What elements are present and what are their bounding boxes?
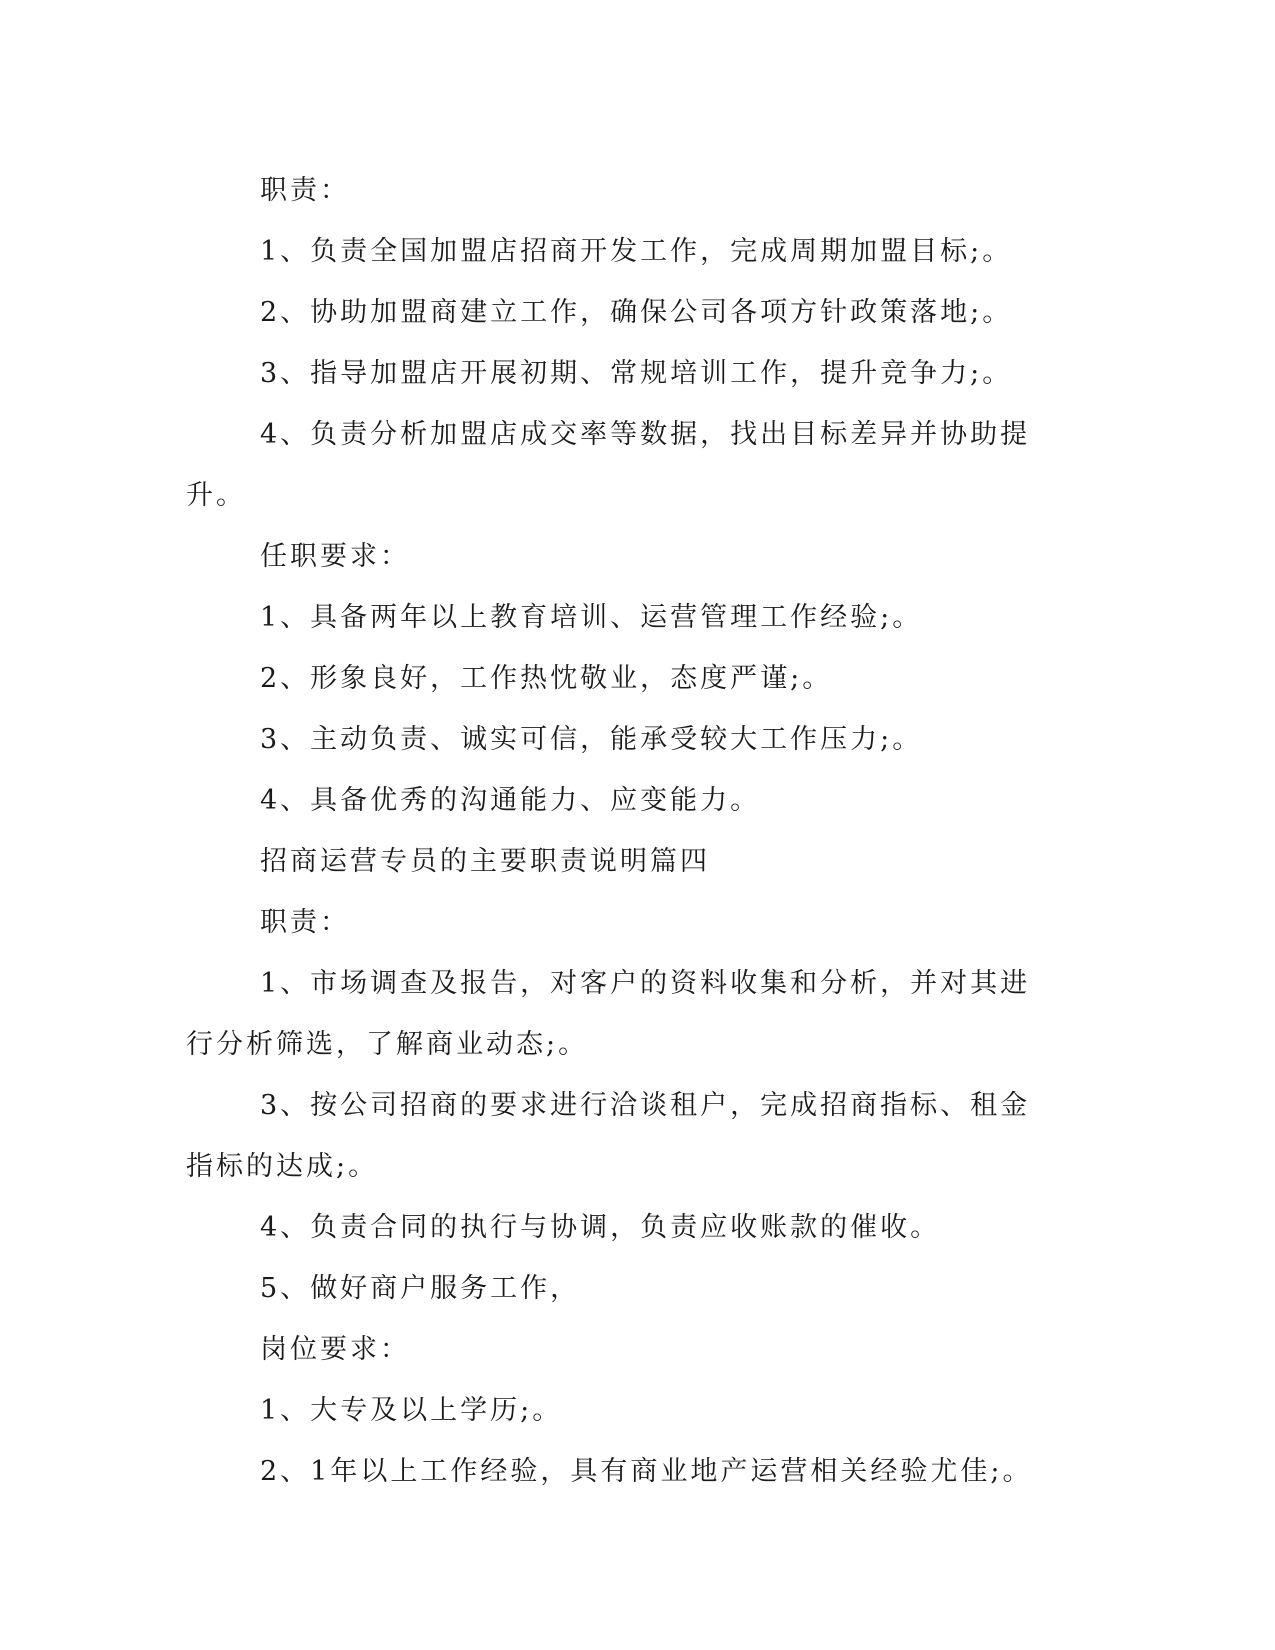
requirement-item-2: 2、形象良好，工作热忱敬业，态度严谨;。 <box>260 663 833 694</box>
requirement-item-3: 3、主动负责、诚实可信，能承受较大工作压力;。 <box>260 724 923 755</box>
duty-item-4: 4、负责分析加盟店成交率等数据，找出目标差异并协助提升。 <box>186 419 1031 511</box>
duty2-item-1: 1、市场调查及报告，对客户的资料收集和分析，并对其进行分析筛选，了解商业动态;。 <box>186 968 1031 1060</box>
duty-item-3: 3、指导加盟店开展初期、常规培训工作，提升竞争力;。 <box>260 358 1013 389</box>
section-heading-requirements: 任职要求： <box>260 541 410 572</box>
article-title-part-four: 招商运营专员的主要职责说明篇四 <box>260 846 710 877</box>
duty-item-1: 1、负责全国加盟店招商开发工作，完成周期加盟目标;。 <box>260 236 1013 267</box>
position-requirement-item-2: 2、1年以上工作经验，具有商业地产运营相关经验尤佳;。 <box>260 1456 1033 1487</box>
duty2-item-5: 5、做好商户服务工作， <box>260 1273 581 1304</box>
duty2-item-3: 3、按公司招商的要求进行洽谈租户，完成招商指标、租金指标的达成;。 <box>186 1090 1031 1182</box>
requirement-item-4: 4、具备优秀的沟通能力、应变能力。 <box>260 785 761 816</box>
document-body <box>186 160 1056 1502</box>
position-requirement-item-1: 1、大专及以上学历;。 <box>260 1395 563 1426</box>
section-heading-position-requirements: 岗位要求： <box>260 1334 410 1365</box>
section-heading-duties: 职责： <box>260 175 350 206</box>
requirement-item-1: 1、具备两年以上教育培训、运营管理工作经验;。 <box>260 602 923 633</box>
section-heading-duties-2: 职责： <box>260 907 350 938</box>
duty-item-2: 2、协助加盟商建立工作，确保公司各项方针政策落地;。 <box>260 297 1013 328</box>
duty2-item-4: 4、负责合同的执行与协调，负责应收账款的催收。 <box>260 1212 941 1243</box>
